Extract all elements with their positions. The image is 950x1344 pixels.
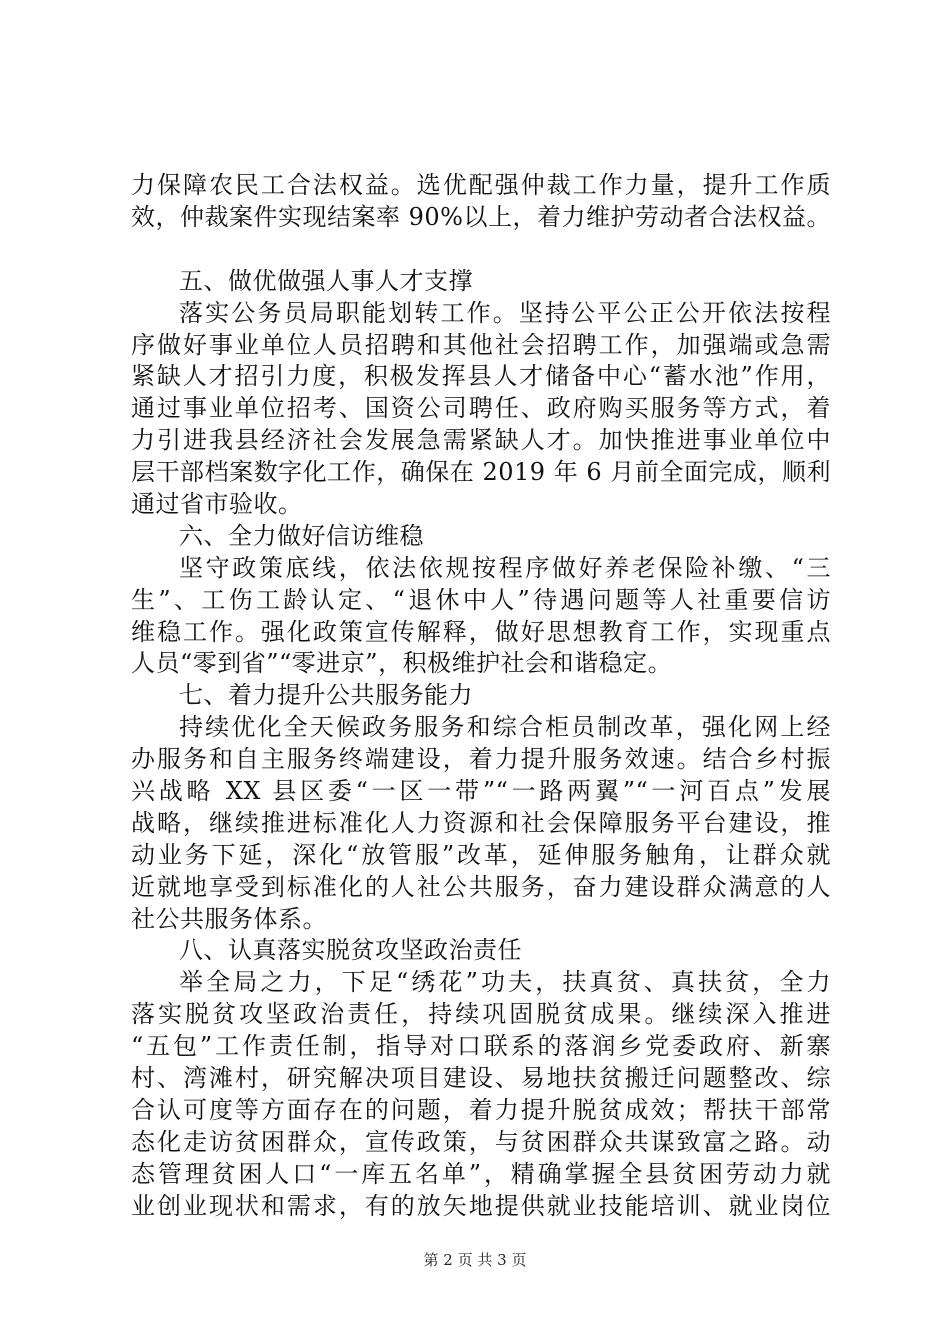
text-line: 办服务和自主服务终端建设，着力提升服务效速。结合乡村振 bbox=[131, 745, 831, 774]
text-line: 坚守政策底线，依法依规按程序做好养老保险补缴、“三 bbox=[179, 553, 831, 582]
section-heading-5: 五、做优做强人事人才支撑 bbox=[179, 266, 473, 295]
text-line: “五包”工作责任制，指导对口联系的落润乡党委政府、新寨 bbox=[131, 1032, 831, 1061]
text-line: 村、湾滩村，研究解决项目建设、易地扶贫搬迁问题整改、综 bbox=[131, 1064, 831, 1093]
document-body bbox=[131, 170, 831, 1223]
text-line: 力保障农民工合法权益。选优配强仲裁工作力量，提升工作质 bbox=[131, 171, 831, 199]
text-line: 生”、工伤工龄认定、“退休中人”待遇问题等人社重要信访 bbox=[131, 585, 831, 614]
text-line: 效，仲裁案件实现结案率 90%以上，着力维护劳动者合法权益。 bbox=[131, 202, 831, 231]
text-line: 力引进我县经济社会发展急需紧缺人才。加快推进事业单位中 bbox=[131, 426, 831, 455]
section-heading-8: 八、认真落实脱贫攻坚政治责任 bbox=[179, 936, 522, 965]
page-number-footer: 第 2 页 共 3 页 bbox=[423, 1251, 527, 1269]
text-line: 举全局之力，下足“绣花”功夫，扶真贫、真扶贫，全力 bbox=[179, 968, 831, 997]
text-line: 人员“零到省”“零进京”，积极维护社会和谐稳定。 bbox=[131, 649, 673, 678]
text-line: 动业务下延，深化“放管服”改革，延伸服务触角，让群众就 bbox=[131, 840, 831, 869]
text-line: 落实公务员局职能划转工作。坚持公平公正公开依法按程 bbox=[179, 298, 831, 327]
text-line: 态管理贫困人口“一库五名单”，精确掌握全县贫困劳动力就 bbox=[131, 1159, 831, 1188]
section-heading-7: 七、着力提升公共服务能力 bbox=[179, 681, 473, 710]
text-line: 紧缺人才招引力度，积极发挥县人才储备中心“蓄水池”作用， bbox=[131, 362, 831, 391]
text-line: 持续优化全天候政务服务和综合柜员制改革，强化网上经 bbox=[179, 713, 831, 742]
text-line: 近就地享受到标准化的人社公共服务，奋力建设群众满意的人 bbox=[131, 872, 831, 901]
text-line: 态化走访贫困群众，宣传政策，与贫困群众共谋致富之路。动 bbox=[131, 1127, 831, 1156]
section-heading-6: 六、全力做好信访维稳 bbox=[179, 521, 424, 550]
text-line: 战略，继续推进标准化人力资源和社会保障服务平台建设，推 bbox=[131, 808, 831, 837]
text-line: 业创业现状和需求，有的放矢地提供就业技能培训、就业岗位 bbox=[131, 1191, 831, 1220]
text-line: 通过省市验收。 bbox=[131, 490, 303, 519]
paragraph-gap bbox=[131, 234, 831, 266]
text-line: 社公共服务体系。 bbox=[131, 904, 327, 933]
text-line: 合认可度等方面存在的问题，着力提升脱贫成效；帮扶干部常 bbox=[131, 1095, 831, 1124]
text-line: 通过事业单位招考、国资公司聘任、政府购买服务等方式，着 bbox=[131, 394, 831, 423]
text-line: 落实脱贫攻坚政治责任，持续巩固脱贫成果。继续深入推进 bbox=[131, 1000, 831, 1029]
text-line: 序做好事业单位人员招聘和其他社会招聘工作，加强端或急需 bbox=[131, 330, 831, 359]
text-line: 层干部档案数字化工作，确保在 2019 年 6 月前全面完成，顺利 bbox=[131, 458, 831, 487]
text-line: 维稳工作。强化政策宣传解释，做好思想教育工作，实现重点 bbox=[131, 617, 831, 646]
text-line: 兴战略 XX 县区委“一区一带”“一路两翼”“一河百点”发展 bbox=[131, 777, 831, 806]
